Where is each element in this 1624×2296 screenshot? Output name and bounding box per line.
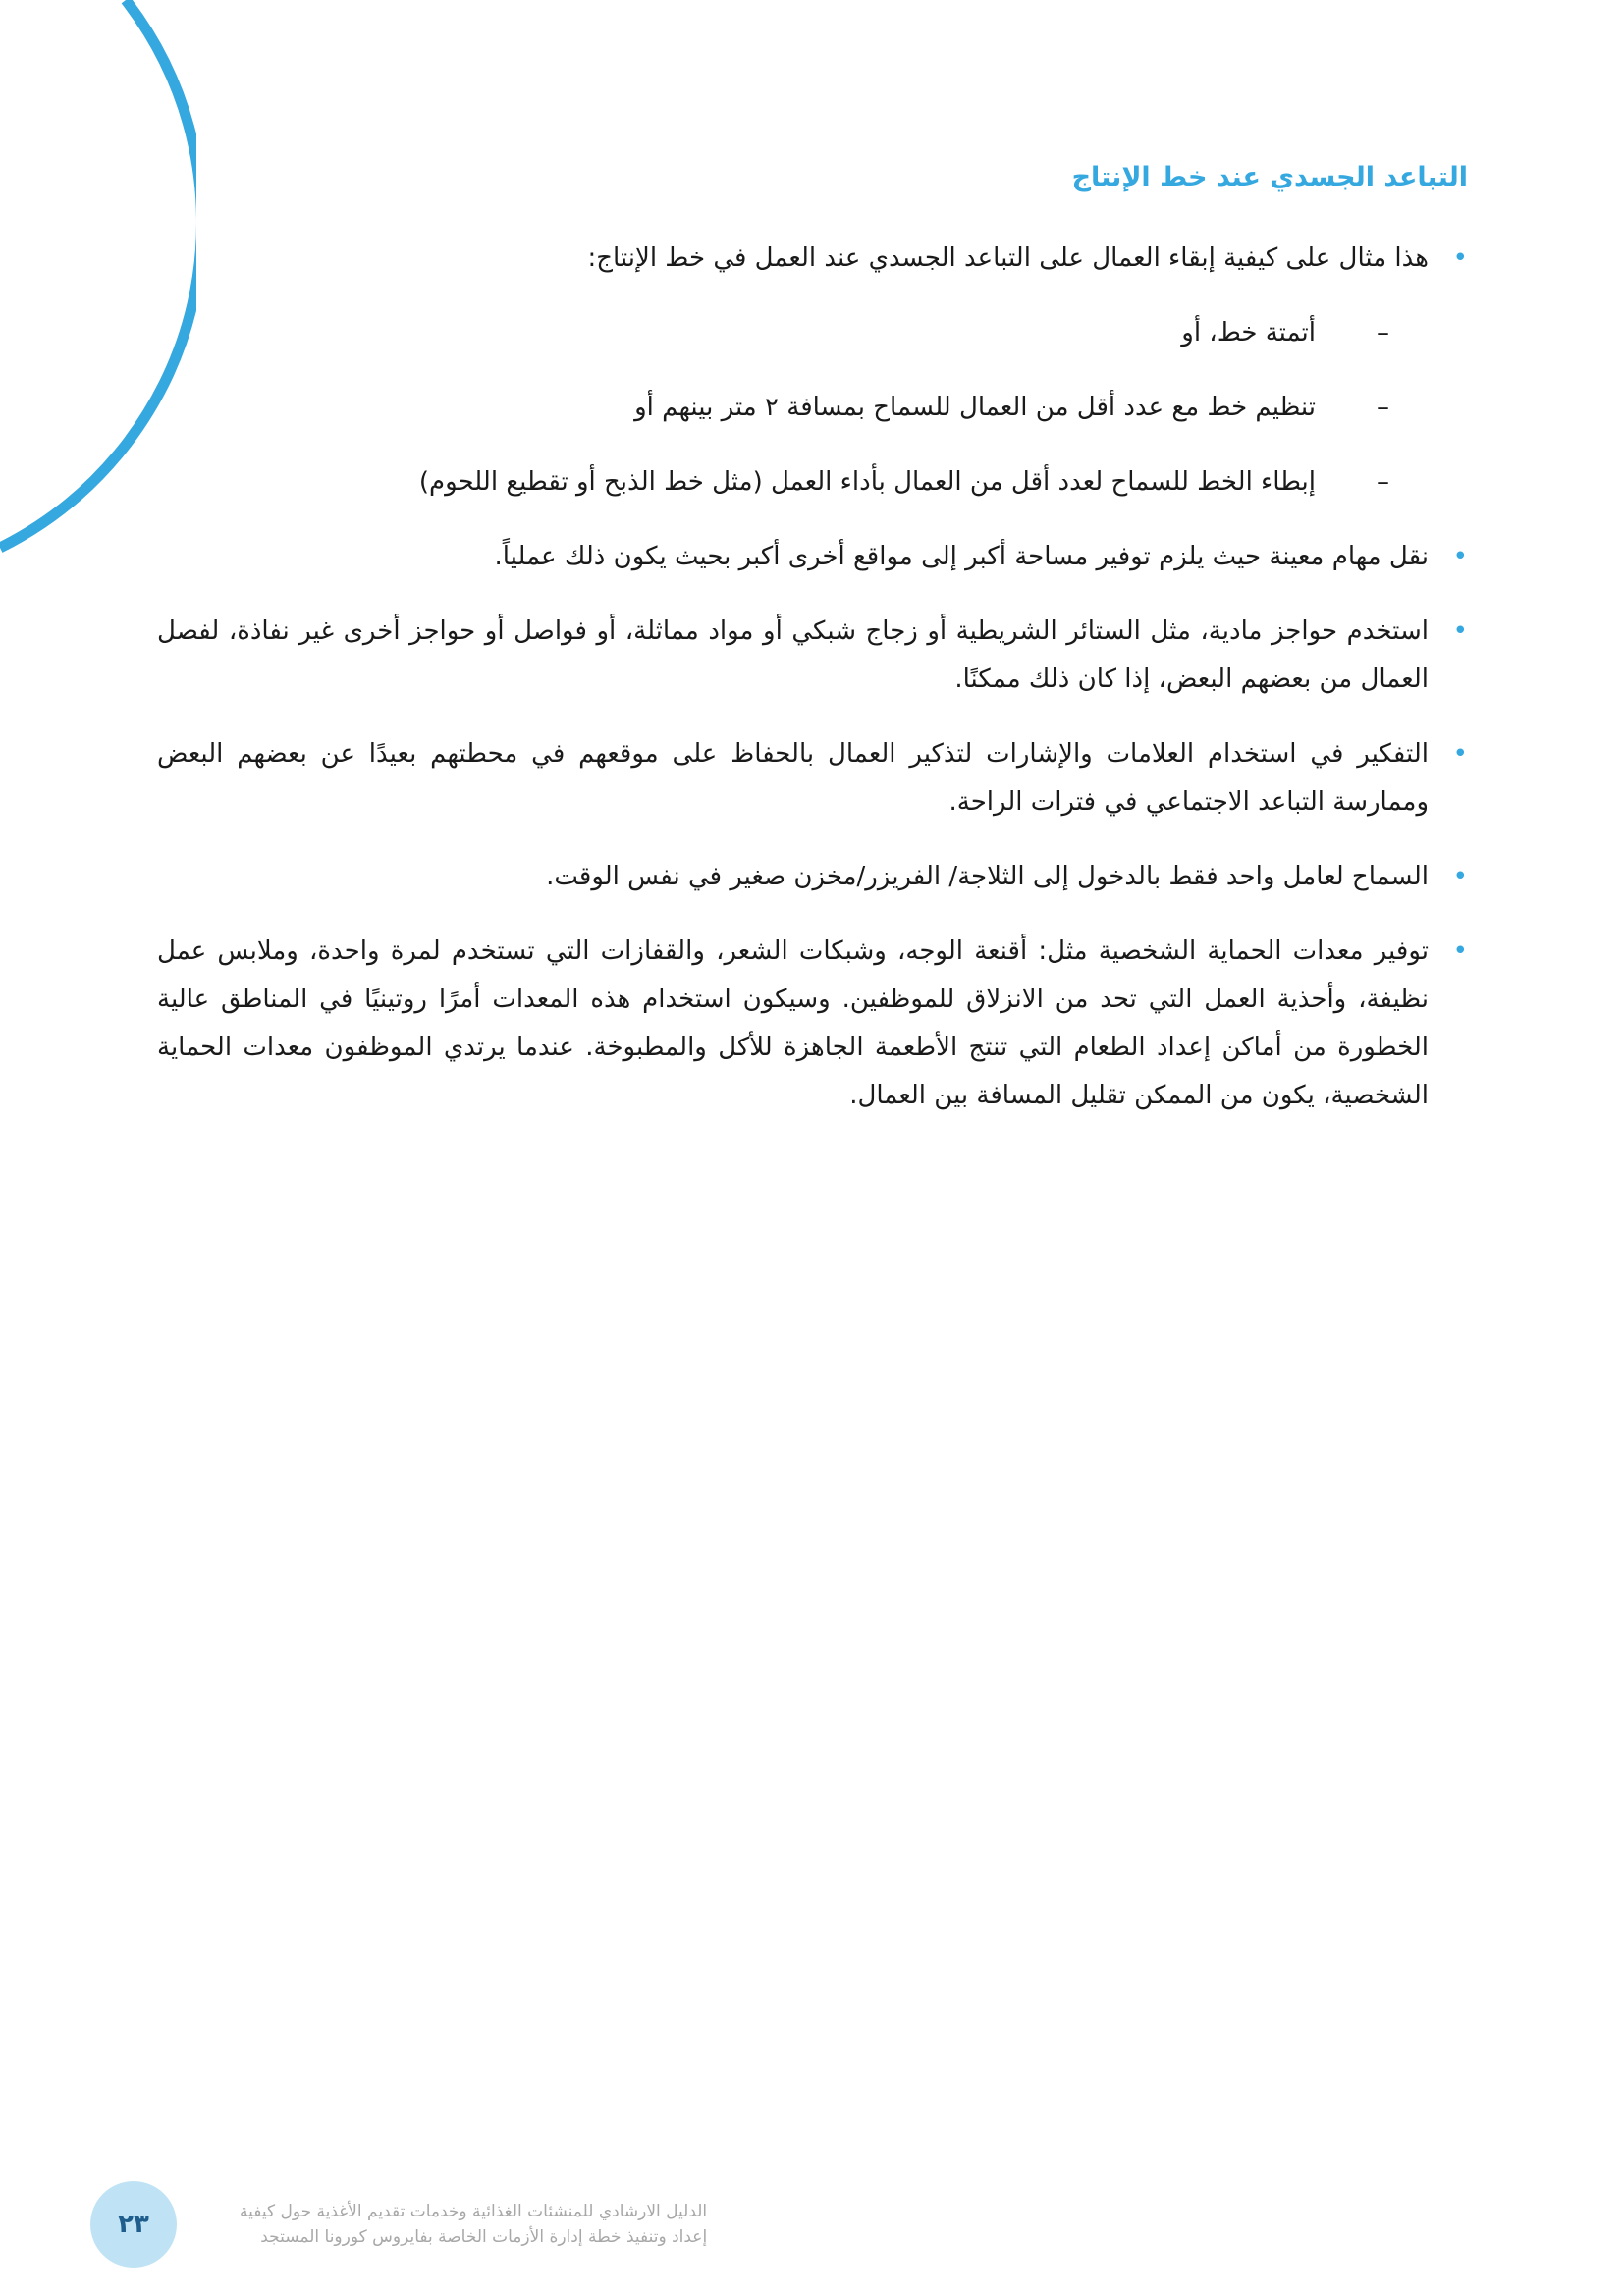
dash-icon: – bbox=[1377, 467, 1389, 498]
list-item bbox=[157, 853, 1468, 901]
bullet-icon: • bbox=[1452, 862, 1468, 892]
sub-list-item bbox=[157, 384, 1429, 432]
sub-list-item bbox=[157, 309, 1429, 357]
list-item bbox=[157, 730, 1468, 827]
list-item-text: نقل مهام معينة حيث يلزم توفير مساحة أكبر إلى مواقع أخرى أكبر بحيث يكون ذلك عملياً. bbox=[494, 542, 1429, 572]
footer-line-1: الدليل الارشادي للمنشئات الغذائية وخدمات تقديم الأغذية حول كيفية bbox=[240, 2202, 708, 2221]
bullet-list bbox=[157, 235, 1468, 1120]
dash-icon: – bbox=[1377, 318, 1389, 348]
list-item bbox=[157, 928, 1468, 1120]
dash-icon: – bbox=[1377, 393, 1389, 423]
section-heading: التباعد الجسدي عند خط الإنتاج bbox=[1071, 162, 1468, 192]
sub-list-item-text: تنظيم خط مع عدد أقل من العمال للسماح بمسافة ٢ متر بينهم أو bbox=[634, 393, 1316, 423]
footer-line-2: إعداد وتنفيذ خطة إدارة الأزمات الخاصة بفايروس كورونا المستجد bbox=[260, 2227, 708, 2247]
list-item-text: التفكير في استخدام العلامات والإشارات لتذكير العمال بالحفاظ على موقعهم في محطتهم بعيدًا عن بعضهم البعض وممارسة التباعد الاجتماعي في فترات الراحة. bbox=[157, 739, 1429, 818]
bullet-icon: • bbox=[1452, 542, 1468, 572]
list-item-text: استخدم حواجز مادية، مثل الستائر الشريطية أو زجاج شبكي أو مواد مماثلة، أو فواصل أو حواجز أخرى غير نفاذة، لفصل العمال من بعضهم البعض، إذا كان ذلك ممكنًا. bbox=[157, 616, 1429, 695]
bullet-icon: • bbox=[1452, 739, 1468, 770]
page-footer bbox=[90, 2181, 707, 2268]
bullet-icon: • bbox=[1452, 616, 1468, 647]
list-item-text: السماح لعامل واحد فقط بالدخول إلى الثلاجة/ الفريزر/مخزن صغير في نفس الوقت. bbox=[546, 862, 1429, 892]
sub-list bbox=[157, 309, 1429, 507]
list-item bbox=[157, 533, 1468, 581]
list-item bbox=[157, 608, 1468, 704]
footer-caption bbox=[240, 2199, 707, 2250]
page-number-badge bbox=[90, 2181, 177, 2268]
sub-list-item-text: أتمتة خط، أو bbox=[1181, 318, 1316, 348]
bullet-icon: • bbox=[1452, 936, 1468, 967]
bullet-icon: • bbox=[1452, 243, 1468, 274]
page-number: ٢٣ bbox=[118, 2210, 149, 2239]
sub-list-item-text: إبطاء الخط للسماح لعدد أقل من العمال بأداء العمل (مثل خط الذبح أو تقطيع اللحوم) bbox=[418, 467, 1316, 498]
list-item-text: هذا مثال على كيفية إبقاء العمال على التباعد الجسدي عند العمل في خط الإنتاج: bbox=[587, 243, 1429, 274]
main-content bbox=[157, 162, 1468, 1147]
list-item bbox=[157, 235, 1468, 507]
sub-list-item bbox=[157, 458, 1429, 507]
list-item-text: توفير معدات الحماية الشخصية مثل: أقنعة الوجه، وشبكات الشعر، والقفازات التي تستخدم لمرة واحدة، وملابس عمل نظيفة، وأحذية العمل التي تحد من الانزلاق للموظفين. وسيكون استخدام هذه المعدات أمرًا روتينيًا في المناطق عالية الخطورة من أماكن إعداد الطعام التي تنتج الأطعمة الجاهزة للأكل والمطبوخة. عندما يرتدي الموظفون معدات الحماية الشخصية، يكون من الممكن تقليل المسافة بين العمال. bbox=[157, 936, 1429, 1111]
